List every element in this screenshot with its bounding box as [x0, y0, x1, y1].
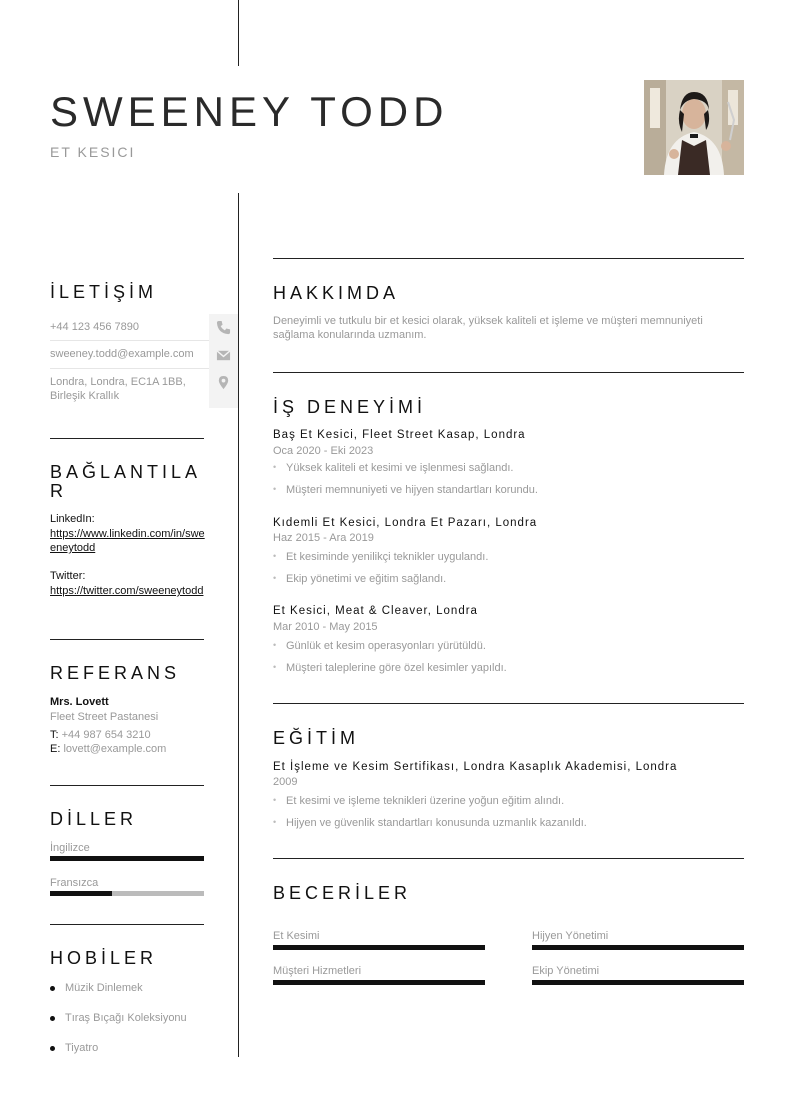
contact-phone[interactable]: +44 123 456 7890 — [50, 321, 140, 333]
job-bullet-text: Ekip yönetimi ve eğitim sağlandı. — [286, 573, 447, 585]
contact-icon-column — [209, 314, 238, 408]
candidate-name: SWEENEY TODD — [50, 88, 449, 135]
job-title: Baş Et Kesici, Fleet Street Kasap, Londra — [273, 429, 526, 441]
hobby-label: Tıraş Bıçağı Koleksiyonu — [65, 1012, 187, 1024]
experience-heading: İŞ DENEYİMİ — [273, 397, 427, 417]
skill-level-bar — [532, 980, 744, 985]
divider — [50, 639, 204, 640]
divider — [50, 368, 210, 369]
job-bullet-text: Müşteri taleplerine göre özel kesimler yapıldı. — [286, 662, 507, 674]
language-level-fill — [50, 856, 204, 861]
education-title: Et İşleme ve Kesim Sertifikası, Londra Kasaplık Akademisi, Londra — [273, 761, 678, 773]
reference-email-value: lovett@example.com — [63, 743, 167, 755]
skill-name: Et Kesimi — [273, 930, 320, 942]
language-level-bar — [50, 891, 204, 896]
column-divider — [238, 193, 239, 1057]
language-name: Fransızca — [50, 877, 99, 889]
bullet-dot — [50, 986, 55, 991]
divider — [50, 924, 204, 925]
divider — [273, 258, 744, 259]
linkedin-link[interactable]: https://www.linkedin.com/in/sweeneytodd — [50, 528, 205, 554]
language-level-fill — [50, 891, 112, 896]
job-bullet-text: Günlük et kesim operasyonları yürütüldü. — [286, 640, 486, 652]
profile-photo — [644, 80, 744, 175]
skill-name: Müşteri Hizmetleri — [273, 965, 362, 977]
education-date: 2009 — [273, 776, 298, 788]
language-name: İngilizce — [50, 842, 90, 854]
top-divider — [238, 0, 239, 66]
reference-email[interactable] — [50, 743, 166, 755]
language-level-bar — [50, 856, 204, 861]
divider — [50, 785, 204, 786]
contact-address: Londra, Londra, EC1A 1BB, Birleşik Krallık — [50, 376, 186, 402]
reference-email-label: E: — [50, 743, 61, 755]
skill-level-bar — [273, 980, 485, 985]
job-title: Kıdemli Et Kesici, Londra Et Pazarı, Londra — [273, 517, 538, 529]
hobbies-heading: HOBİLER — [50, 948, 158, 968]
languages-heading: DİLLER — [50, 809, 138, 829]
job-bullet-text: Et kesiminde yenilikçi teknikler uygulandı. — [286, 551, 489, 563]
skill-name: Hijyen Yönetimi — [532, 930, 609, 942]
education-bullet-text: Et kesimi ve işleme teknikleri üzerine yoğun eğitim alındı. — [286, 795, 565, 807]
bullet-dot — [50, 1046, 55, 1051]
reference-phone-label: T: — [50, 729, 59, 741]
envelope-icon — [216, 348, 231, 363]
contact-heading: İLETİŞİM — [50, 282, 158, 302]
links-heading: BAĞLANTILA R — [50, 462, 201, 501]
divider — [50, 438, 204, 439]
contact-email[interactable]: sweeney.todd@example.com — [50, 348, 194, 360]
divider — [273, 703, 744, 704]
job-date: Haz 2015 - Ara 2019 — [273, 532, 374, 544]
twitter-link[interactable]: https://twitter.com/sweeneytodd — [50, 585, 204, 597]
job-bullet-text: Yüksek kaliteli et kesimi ve işlenmesi sağlandı. — [286, 462, 514, 474]
candidate-title: ET KESICI — [50, 144, 136, 160]
job-title: Et Kesici, Meat & Cleaver, Londra — [273, 605, 478, 617]
reference-phone[interactable] — [50, 729, 151, 741]
map-pin-icon — [216, 375, 231, 390]
twitter-label: Twitter: — [50, 570, 86, 582]
divider — [50, 340, 210, 341]
skill-level-bar — [532, 945, 744, 950]
job-bullet-text: Müşteri memnuniyeti ve hijyen standartları korundu. — [286, 484, 538, 496]
job-date: Mar 2010 - May 2015 — [273, 621, 378, 633]
education-bullet-text: Hijyen ve güvenlik standartları konusunda uzmanlık kazanıldı. — [286, 817, 587, 829]
skill-level-bar — [273, 945, 485, 950]
phone-icon — [216, 320, 231, 335]
skill-name: Ekip Yönetimi — [532, 965, 600, 977]
job-date: Oca 2020 - Eki 2023 — [273, 445, 374, 457]
hobby-label: Tiyatro — [65, 1042, 99, 1054]
reference-name: Mrs. Lovett — [50, 696, 109, 708]
bullet-dot — [50, 1016, 55, 1021]
divider — [273, 858, 744, 859]
reference-heading: REFERANS — [50, 663, 181, 683]
reference-phone-value: +44 987 654 3210 — [61, 729, 151, 741]
linkedin-label: LinkedIn: — [50, 513, 95, 525]
skills-heading: BECERİLER — [273, 883, 412, 903]
education-heading: EĞİTİM — [273, 728, 359, 748]
reference-company: Fleet Street Pastanesi — [50, 711, 159, 723]
hobby-label: Müzik Dinlemek — [65, 982, 143, 994]
about-heading: HAKKIMDA — [273, 283, 400, 303]
about-text: Deneyimli ve tutkulu bir et kesici olarak, yüksek kaliteli et işleme ve müşteri memnuniyeti sağlama konularında uzmanım. — [273, 315, 703, 341]
divider — [273, 372, 744, 373]
